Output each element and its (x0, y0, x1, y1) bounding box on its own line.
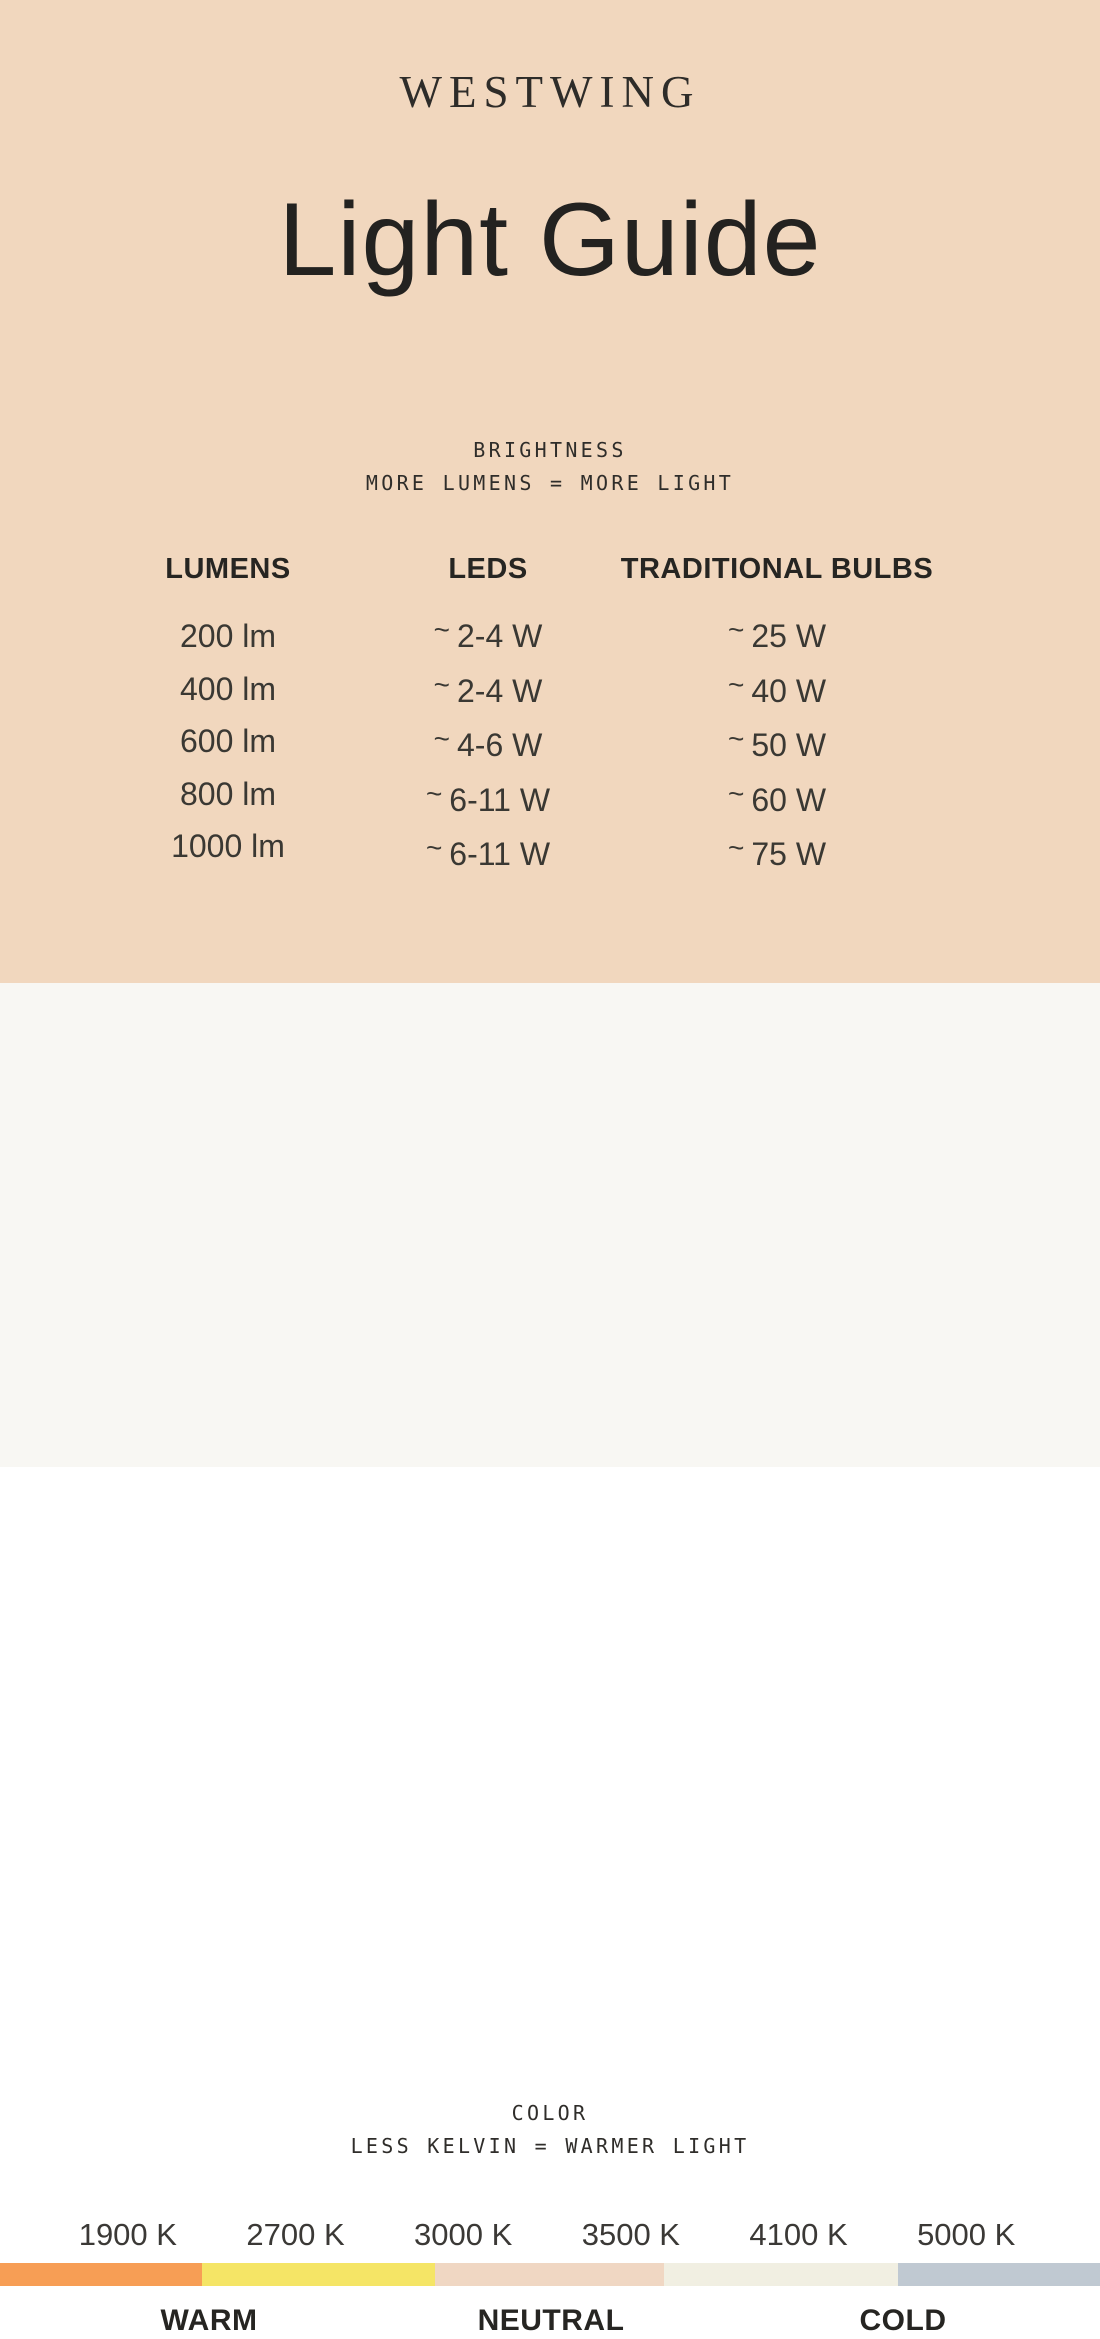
scale-segment-neutral-peach (435, 2263, 664, 2286)
lumens-value: 800 lm (179, 775, 277, 812)
lumens-value: 600 lm (179, 723, 277, 759)
lumens-value: 200 lm (179, 618, 277, 654)
approx-symbol: ~ (727, 668, 745, 700)
lumens-value: 1000 lm (171, 828, 285, 864)
approx-symbol: ~ (425, 777, 443, 809)
approx-symbol: ~ (433, 668, 450, 700)
scale-segment-warm-yellow (202, 2263, 435, 2286)
kelvin-scale-bar (0, 2263, 1100, 2286)
bulbs-value (621, 610, 933, 665)
leds-watts: 6-11 W (449, 836, 551, 872)
brightness-subheading: MORE LUMENS = MORE LIGHT (365, 471, 735, 495)
color-subheading: LESS KELVIN = WARMER LIGHT (350, 2134, 750, 2158)
bulbs-value (621, 719, 933, 774)
lumens-column (165, 550, 290, 873)
lumens-header: LUMENS (165, 553, 291, 585)
bulbs-value (621, 828, 933, 883)
temperature-label-cold: COLD (859, 2304, 947, 2337)
brightness-heading: BRIGHTNESS (473, 438, 627, 462)
leds-value (426, 665, 550, 720)
bulbs-value (621, 665, 933, 720)
leds-column (426, 550, 550, 883)
leds-value (426, 774, 550, 829)
lumens-value: 400 lm (179, 670, 277, 707)
page-title: Light Guide (278, 182, 822, 298)
bulbs-watts: 40 W (751, 672, 827, 709)
color-heading: COLOR (511, 2101, 589, 2125)
kelvin-label: 3000 K (414, 2217, 513, 2252)
bulbs-value (621, 774, 933, 829)
bulbs-watts: 50 W (751, 727, 827, 763)
leds-header: LEDS (448, 553, 528, 585)
brightness-section (0, 0, 1100, 983)
approx-symbol: ~ (727, 614, 745, 645)
traditional-bulbs-column (621, 550, 933, 883)
kelvin-label: 3500 K (581, 2217, 680, 2252)
bulbs-watts: 25 W (751, 618, 827, 654)
scale-segment-cold-blue (898, 2263, 1100, 2286)
leds-watts: 2-4 W (457, 672, 543, 709)
bulbs-watts: 60 W (751, 781, 827, 818)
kelvin-labels-row (0, 2217, 1100, 2253)
approx-symbol: ~ (433, 723, 450, 754)
leds-value (426, 828, 550, 883)
approx-symbol: ~ (425, 832, 443, 863)
leds-watts: 4-6 W (457, 727, 543, 763)
approx-symbol: ~ (727, 832, 745, 863)
kelvin-label: 4100 K (749, 2217, 848, 2252)
scale-segment-warm-orange (0, 2263, 202, 2286)
kelvin-label: 5000 K (917, 2217, 1016, 2252)
kelvin-label: 2700 K (246, 2217, 345, 2252)
leds-watts: 2-4 W (457, 618, 543, 654)
leds-value (426, 719, 550, 774)
traditional-bulbs-header: TRADITIONAL BULBS (620, 553, 934, 585)
brightness-heading-block (0, 434, 1100, 500)
leds-watts: 6-11 W (449, 781, 551, 818)
approx-symbol: ~ (727, 723, 745, 754)
scale-segment-neutral-cream (664, 2263, 898, 2286)
temperature-label-warm: WARM (160, 2304, 258, 2337)
kelvin-label: 1900 K (78, 2217, 177, 2252)
approx-symbol: ~ (433, 614, 450, 645)
bulbs-watts: 75 W (751, 836, 827, 872)
leds-value (426, 610, 550, 665)
approx-symbol: ~ (727, 777, 745, 809)
color-heading-block (0, 2097, 1100, 2163)
brand-logo: WESTWING (399, 67, 701, 117)
temperature-label-neutral: NEUTRAL (477, 2304, 625, 2337)
color-temperature-section (0, 983, 1100, 2337)
